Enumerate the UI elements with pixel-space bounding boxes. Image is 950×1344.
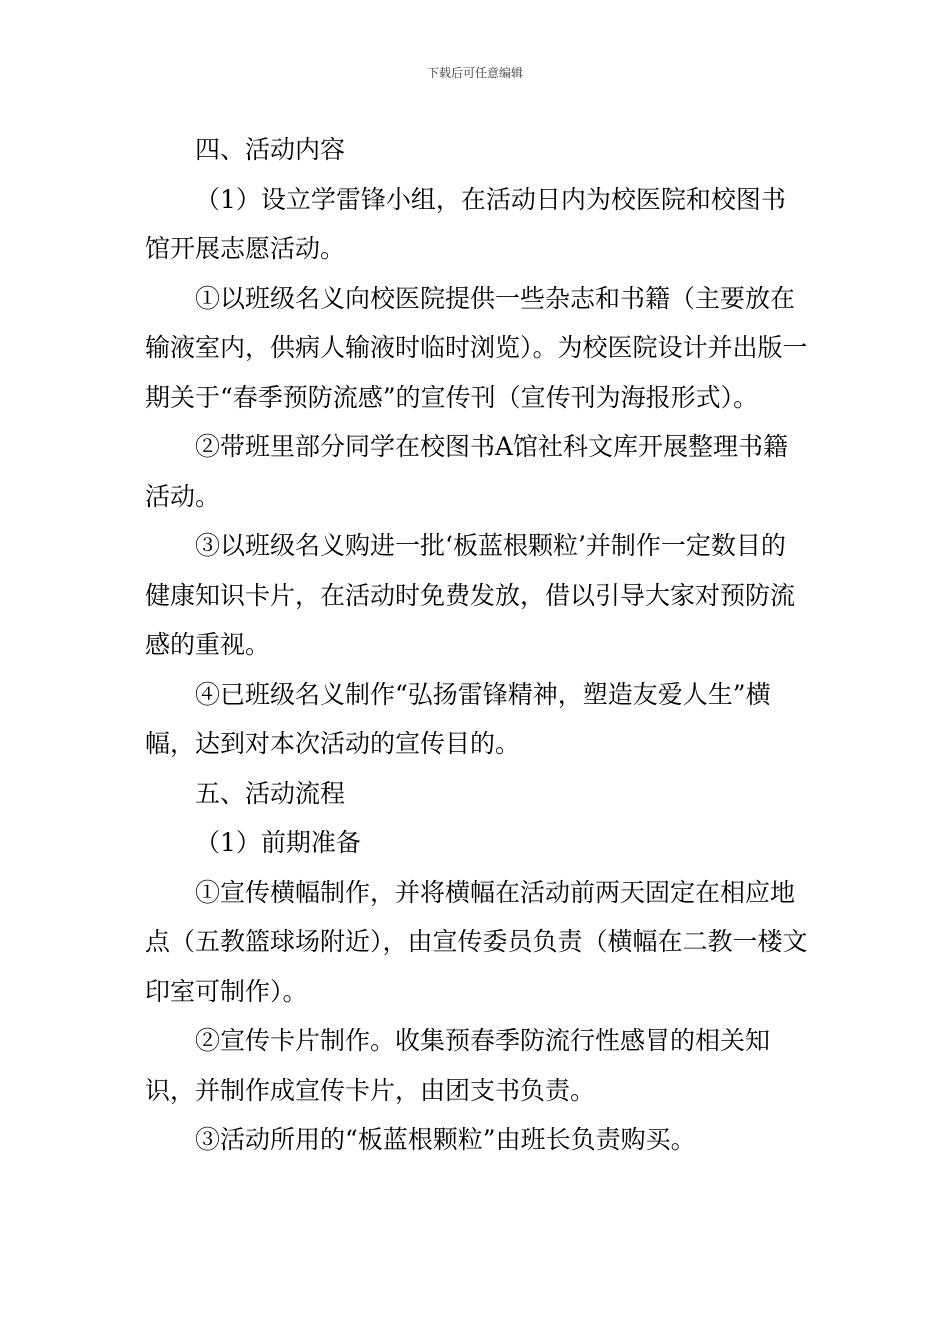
subsection-heading-preparation: （1）前期准备 — [195, 828, 361, 857]
paragraph: ②带班里部分同学在校图书A馆社科文库开展整理书籍活动。 — [145, 432, 789, 511]
section-heading-activity-process: 五、活动流程 — [195, 778, 346, 808]
paragraph: ④已班级名义制作“弘扬雷锋精神，塑造友爱人生”横幅，达到对本次活动的宣传目的。 — [145, 679, 771, 758]
section-heading-activity-content: 四、活动内容 — [195, 135, 346, 164]
paragraph: ②宣传卡片制作。收集预春季防流行性感冒的相关知识，并制作成宣传卡片，由团支书负责。 — [145, 1026, 771, 1105]
paragraph: ①以班级名义向校医院提供一些杂志和书籍（主要放在输液室内，供病人输液时临时浏览）。为校医院设计并出版一期关于“春季预防流感”的宣传刊（宣传刊为海报形式）。 — [145, 283, 808, 412]
paragraph: ③以班级名义购进一批‘板蓝根颗粒’并制作一定数目的健康知识卡片，在活动时免费发放，借以引导大家对预防流感的重视。 — [145, 531, 796, 659]
document-body — [145, 125, 810, 1165]
paragraph: （1）设立学雷锋小组，在活动日内为校医院和校图书馆开展志愿活动。 — [145, 184, 786, 263]
paragraph: ③活动所用的“板蓝根颗粒”由班长负责购买。 — [195, 1125, 696, 1154]
page-header: 下载后可任意编辑 — [426, 66, 523, 80]
paragraph: ①宣传横幅制作，并将横幅在活动前两天固定在相应地点（五教篮球场附近），由宣传委员负责（横幅在二教一楼文印室可制作）。 — [145, 877, 808, 1006]
